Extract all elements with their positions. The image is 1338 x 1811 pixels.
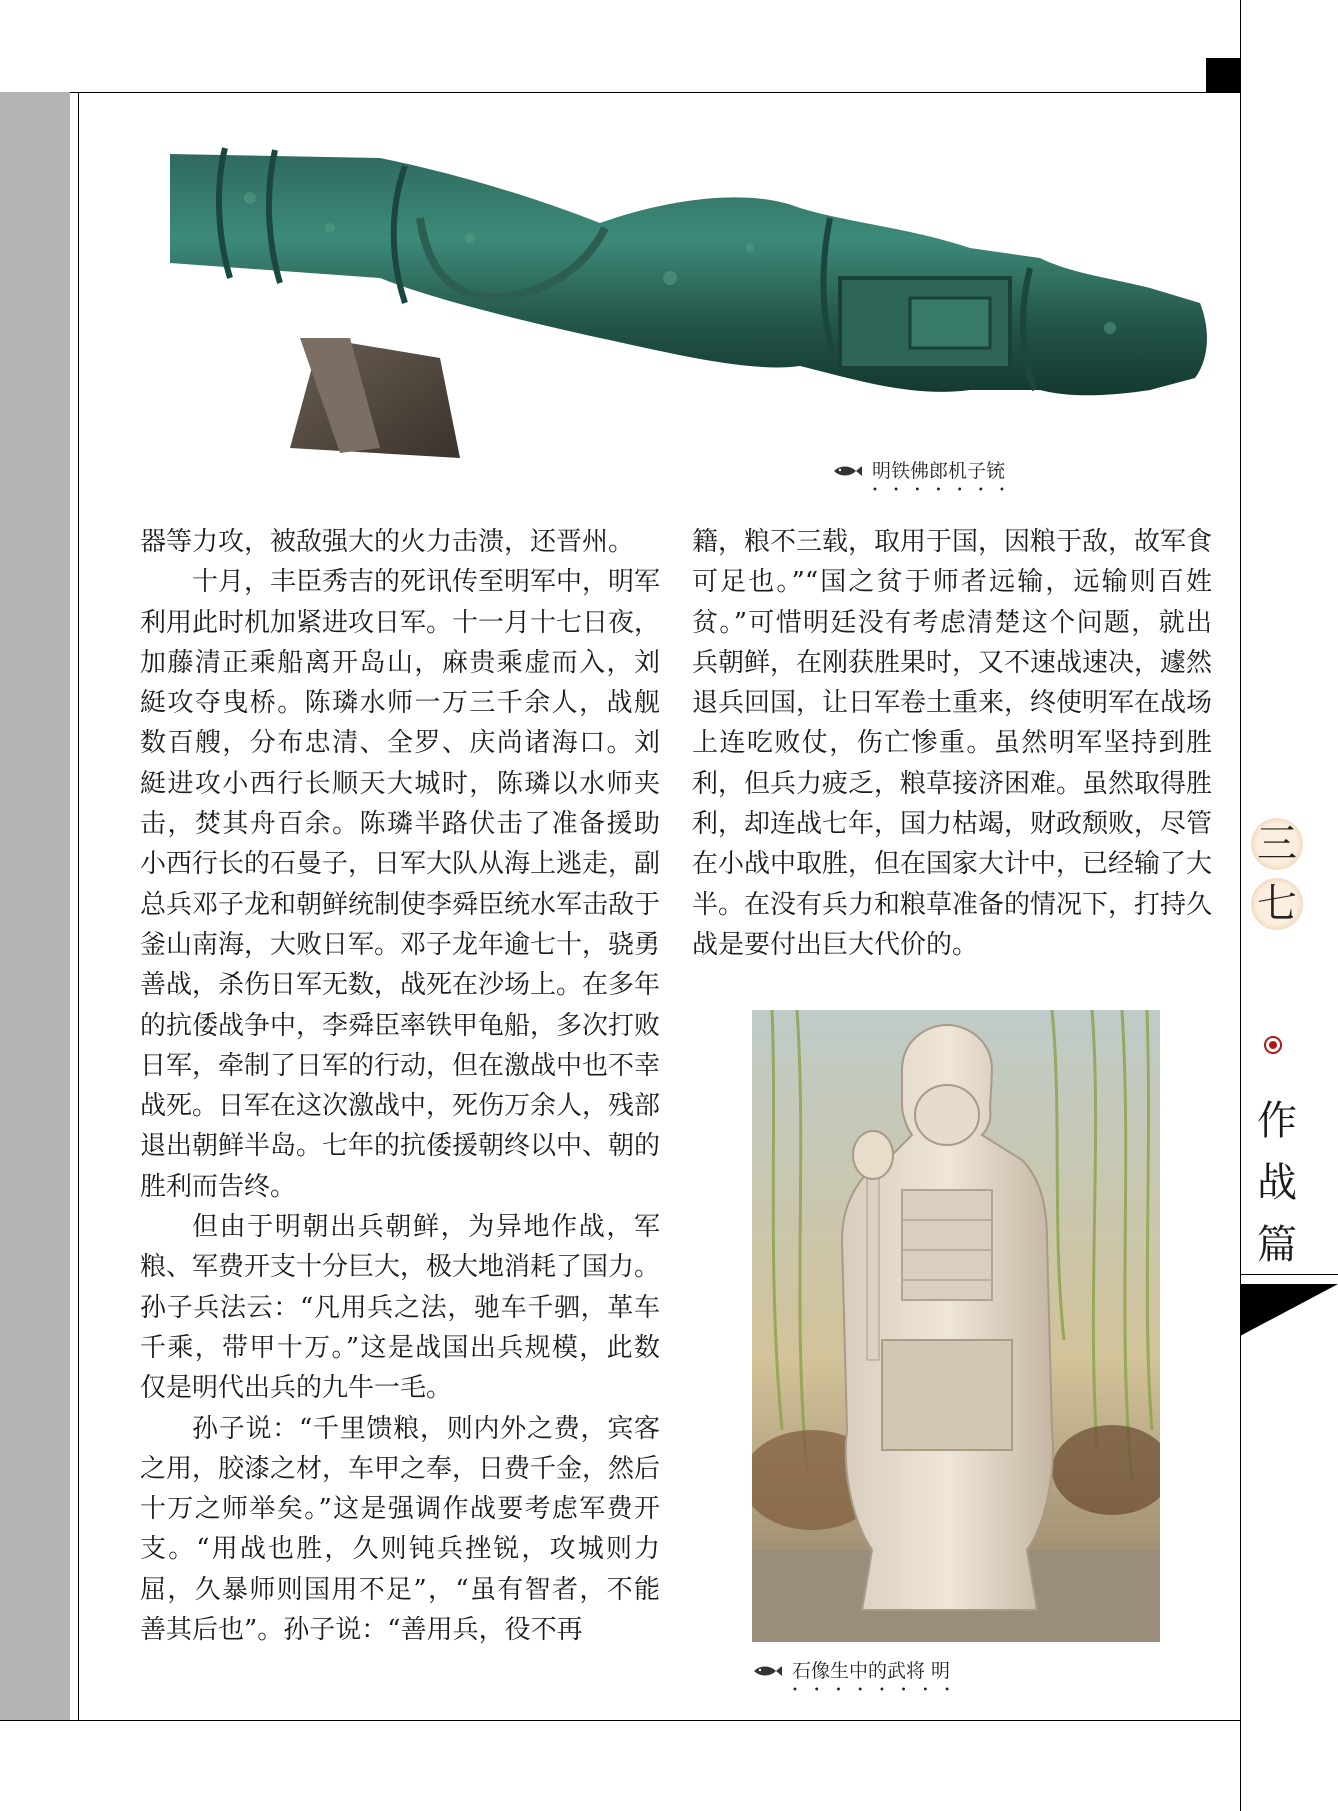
gray-margin-band	[0, 92, 70, 1720]
fish-ornament-icon	[752, 1665, 782, 1677]
inner-left-rule	[78, 92, 79, 1720]
emphasis-dots: • • • • • • • •	[792, 1685, 951, 1696]
cannon-photo	[150, 128, 1220, 468]
fish-ornament-icon	[832, 465, 862, 477]
statue-caption-text: 石像生中的武将 明	[792, 1660, 951, 1682]
corner-block	[1206, 58, 1240, 92]
page-number-char: 三	[1251, 818, 1303, 870]
right-text-column	[692, 522, 1212, 965]
paragraph: 十月，丰臣秀吉的死讯传至明军中，明军利用此时机加紧进攻日军。十一月十七日夜，加藤清正乘船离开岛山，麻贵乘虚而入，刘綎攻夺曳桥。陈璘水师一万三千余人，战舰数百艘，分布忠清、全罗、庆尚诸海口。刘綎进攻小西行长顺天大城时，陈璘以水师夹击，焚其舟百余。陈璘半路伏击了准备援助小西行长的石曼子，日军大队从海上逃走，副总兵邓子龙和朝鲜统制使李舜臣统水军击敌于釜山南海，大败日军。邓子龙年逾七十，骁勇善战，杀伤日军无数，战死在沙场上。在多年的抗倭战争中，李舜臣率铁甲龟船，多次打败日军，牵制了日军的行动，但在激战中也不幸战死。日军在这次激战中，死伤万余人，残部退出朝鲜半岛。七年的抗倭援朝终以中、朝的胜利而告终。	[140, 567, 661, 1202]
paragraph: 籍，粮不三载，取用于国，因粮于敌，故军食可足也。”“国之贫于师者远输，远输则百姓贫。”可惜明廷没有考虑清楚这个问题，就出兵朝鲜，在刚获胜果时，又不速战速决，遽然退兵回国，让日军卷土重来，终使明军在战场上连吃败仗，伤亡惨重。虽然明军坚持到胜利，但兵力疲乏，粮草接济困难。虽然取得胜利，却连战七年，国力枯竭，财政颓败，尽管在小战中取胜，但在国家大计中，已经输了大半。在没有兵力和粮草准备的情况下，打持久战是要付出巨大代价的。	[692, 527, 1213, 960]
paragraph: 孙子说：“千里馈粮，则内外之费，宾客之用，胶漆之材，车甲之奉，日费千金，然后十万之师举矣。”这是强调作战要考虑军费开支。“用战也胜，久则钝兵挫锐，攻城则力屈，久暴师则国用不足”，“虽有智者，不能善其后也”。孙子说：“善用兵，役不再	[140, 1413, 661, 1646]
paragraph: 但由于明朝出兵朝鲜，为异地作战，军粮、军费开支十分巨大，极大地消耗了国力。孙子兵法云：“凡用兵之法，驰车千驷，革车千乘，带甲十万。”这是战国出兵规模，此数仅是明代出兵的九牛一毛。	[140, 1212, 661, 1404]
rail-divider	[1240, 1274, 1338, 1275]
statue-caption	[752, 1660, 951, 1696]
paragraph: 器等力攻，被敌强大的火力击溃，还晋州。	[140, 527, 635, 557]
chapter-label-char: 篇	[1257, 1222, 1297, 1268]
page-number	[1240, 818, 1314, 930]
emphasis-dots: • • • • • • •	[872, 485, 1005, 496]
rail-wedge	[1240, 1284, 1338, 1336]
chapter-label-char: 作	[1257, 1098, 1297, 1144]
statue-photo	[752, 1010, 1160, 1642]
left-text-column	[140, 522, 660, 1650]
round-bullet-icon	[1264, 1036, 1282, 1054]
cannon-caption-text: 明铁佛郎机子铳	[872, 460, 1006, 482]
bottom-rule	[0, 1720, 1240, 1721]
chapter-label-char: 战	[1257, 1160, 1297, 1206]
chapter-label	[1244, 1090, 1310, 1276]
cannon-caption	[832, 460, 1006, 496]
top-rule	[0, 92, 1240, 93]
page-number-char: 七	[1251, 878, 1303, 930]
